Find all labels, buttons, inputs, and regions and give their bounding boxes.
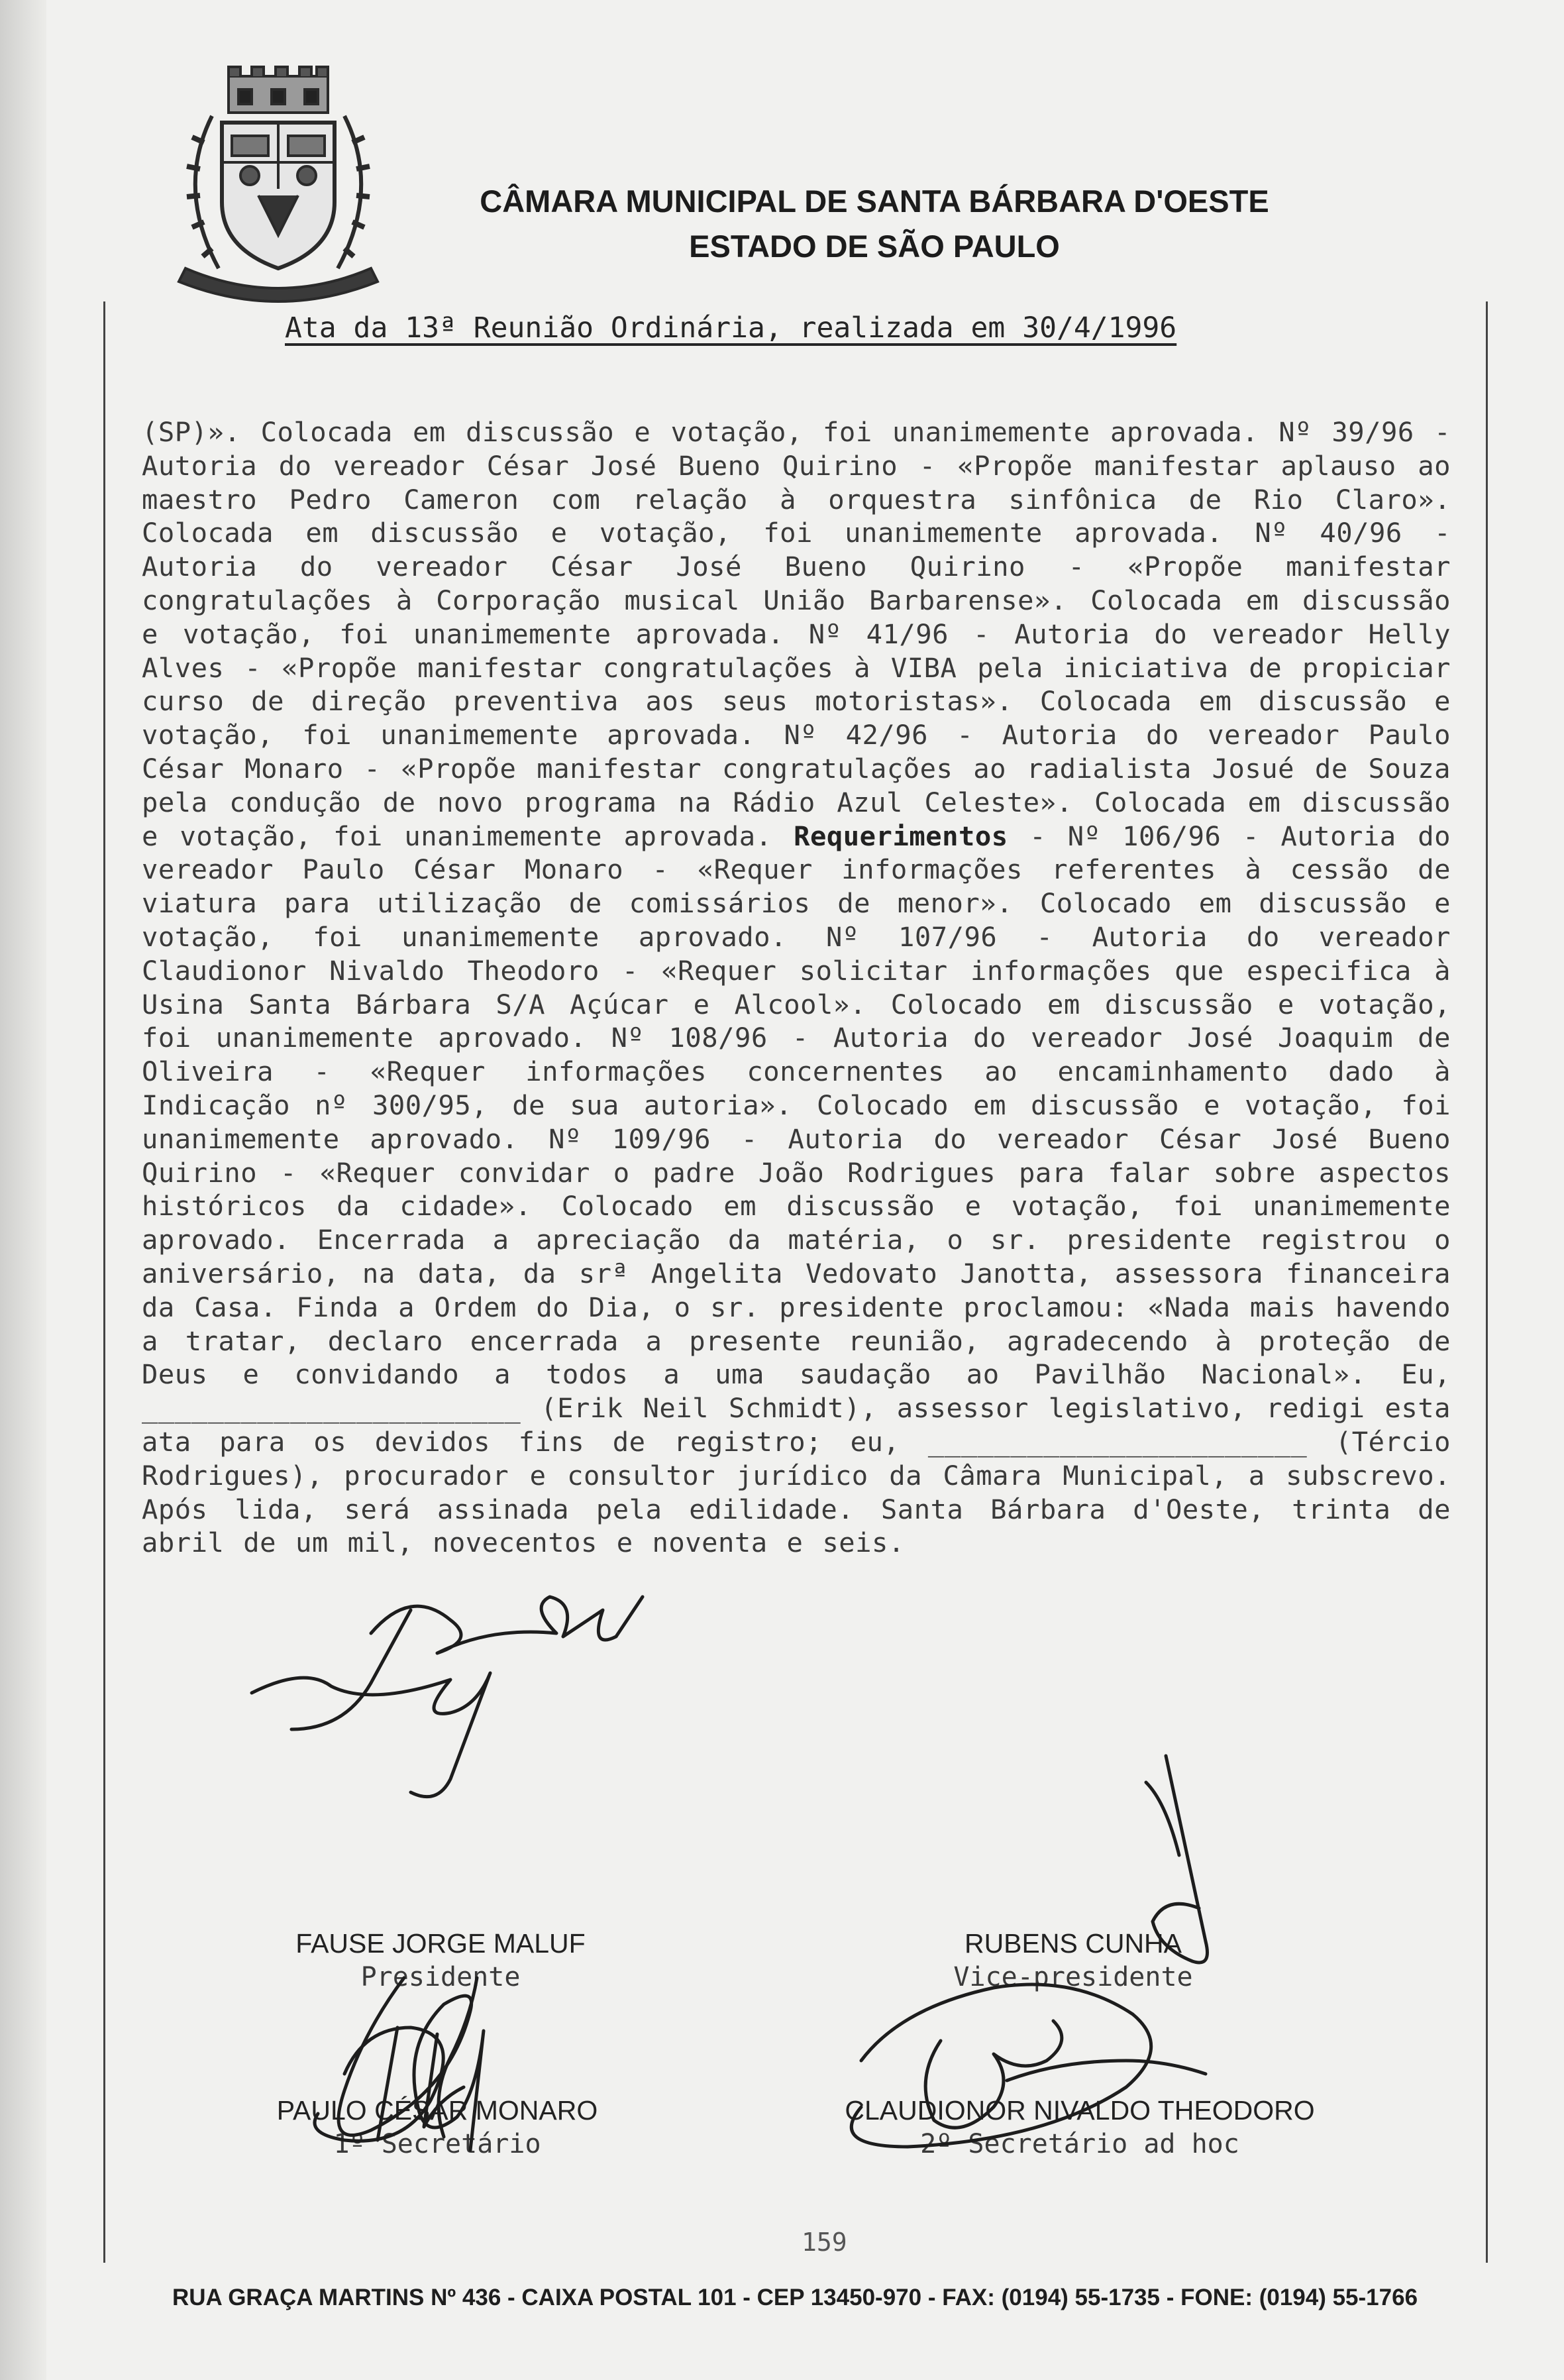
signature-block-second-secretary (795, 2095, 1365, 2159)
signatory-role: 1º Secretário (333, 2129, 541, 2159)
signatory-role: Presidente (360, 1962, 521, 1992)
signature-block-vice-president (881, 1928, 1265, 1992)
signatory-role: 2º Secretário ad hoc (920, 2129, 1239, 2159)
signatory-name: CLAUDIONOR NIVALDO THEODORO (845, 2095, 1315, 2126)
signature-block-first-secretary (245, 2095, 629, 2159)
body-text-part1: (SP)». Colocada em discussão e votação, foi unanimemente aprovada. Nº 39/96 - Autoria do vereador César José Bueno Quirino - «Propõe manifestar aplauso ao maestro Pedro Cameron com relação à orquestra sinfônica de Rio Claro». Colocada em discussão e votação, foi unanimemente aprovada. Nº 40/96 - Autoria do vereador César José Bueno Quirino - «Propõe manifestar congratulações à Corporação musical União Barbarense». Colocada em discussão e votação, foi unanimemente aprovada. Nº 41/96 - Autoria do vereador Helly Alves - «Propõe manifestar congratulações à VIBA pela iniciativa de propiciar curso de direção preventiva aos seus motoristas». Colocada em discussão e votação, foi unanimemente aprovada. Nº 42/96 - Autoria do vereador Paulo César Monaro - «Propõe manifestar congratulações ao radialista Josué de Souza pela condução de novo programa na Rádio Azul Celeste». Colocada em discussão e votação, foi unanimemente aprovada. (142, 416, 1451, 852)
signature-tercio-icon (252, 1673, 490, 1797)
signature-erik-icon (371, 1597, 643, 1653)
minutes-heading: Ata da 13ª Reunião Ordinária, realizada em 30/4/1996 (285, 311, 1177, 345)
institution-name: CÂMARA MUNICIPAL DE SANTA BÁRBARA D'OESTE (480, 184, 1269, 219)
minutes-body (142, 415, 1451, 1560)
page-frame-right (1486, 301, 1488, 2263)
signatory-name: FAUSE JORGE MALUF (295, 1928, 586, 1959)
requerimentos-label: Requerimentos (794, 820, 1008, 852)
signature-block-president (252, 1928, 629, 1992)
state-name: ESTADO DE SÃO PAULO (689, 229, 1060, 264)
page-frame-left (103, 301, 105, 2263)
municipal-coat-of-arms-icon (166, 63, 391, 311)
scan-page-edge (0, 0, 46, 2380)
letterhead-footer: RUA GRAÇA MARTINS Nº 436 - CAIXA POSTAL 101 - CEP 13450-970 - FAX: (0194) 55-1735 - FONE: (0194) 55-1766 (172, 2285, 1418, 2310)
signatory-name: RUBENS CUNHA (964, 1928, 1182, 1959)
page-number: 159 (802, 2228, 847, 2257)
signatory-role: Vice-presidente (953, 1962, 1193, 1992)
body-text-part2: - Nº 106/96 - Autoria do vereador Paulo César Monaro - «Requer informações referentes à cessão de viatura para utilização de comissários de menor». Colocado em discussão e votação, foi unanimemente aprovado. Nº 107/96 - Autoria do vereador Claudionor Nivaldo Theodoro - «Requer solicitar informações que especifica à Usina Santa Bárbara S/A Açúcar e Alcool». Colocado em discussão e votação, foi unanimemente aprovado. Nº 108/96 - Autoria do vereador José Joaquim de Oliveira - «Requer informações concernentes ao encaminhamento dado à Indicação nº 300/95, de sua autoria». Colocado em discussão e votação, foi unanimemente aprovado. Nº 109/96 - Autoria do vereador César José Bueno Quirino - «Requer convidar o padre João Rodrigues para falar sobre aspectos históricos da cidade». Colocado em discussão e votação, foi unanimemente aprovado. Encerrada a apreciação da matéria, o sr. presidente registrou o aniversário, na data, da srª Angelita Vedovato Janotta, assessora financeira da Casa. Finda a Ordem do Dia, o sr. presidente proclamou: «Nada mais havendo a tratar, declaro encerrada a presente reunião, agradecendo à proteção de Deus e convidando a todos a uma saudação ao Pavilhão Nacional». Eu, _______________________ (Erik Neil Schmidt), assessor legislativo, redigi esta ata para os devidos fins de registro; eu, _______________________ (Tércio Rodrigues), procurador e consultor jurídico da Câmara Municipal, a subscrevo. Após lida, será assinada pela edilidade. Santa Bárbara d'Oeste, trinta de abril de um mil, novecentos e noventa e seis. (142, 820, 1451, 1559)
letterhead-title (464, 179, 1285, 269)
signatory-name: PAULO CÉSAR MONARO (276, 2095, 598, 2126)
